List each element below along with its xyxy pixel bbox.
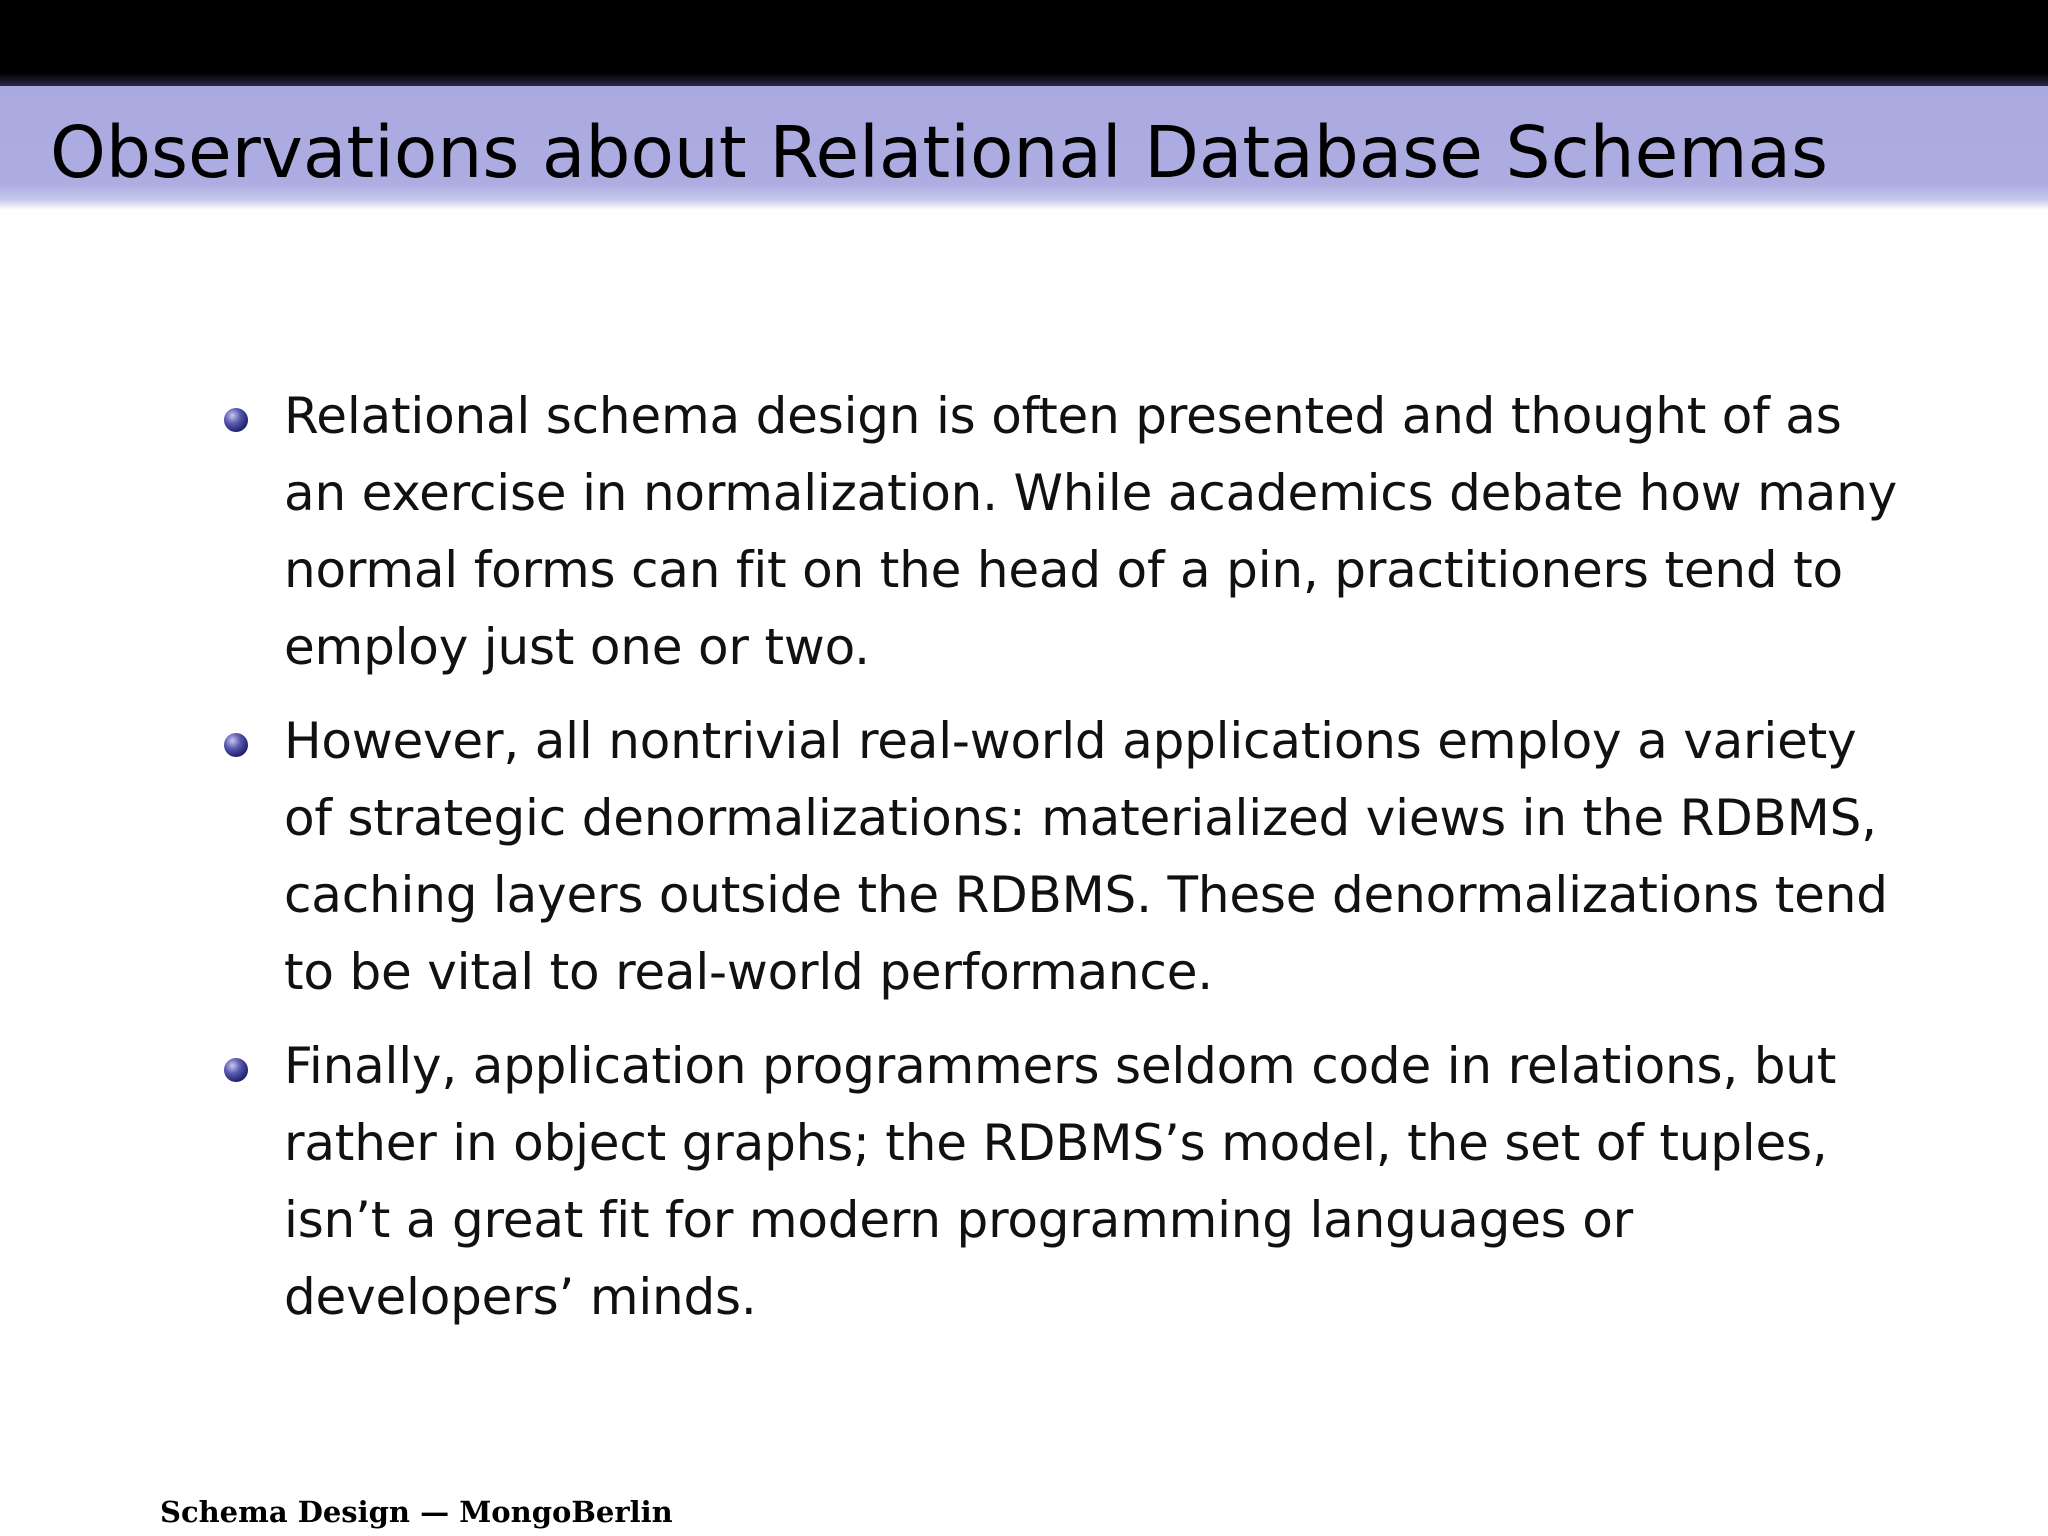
bullet-text: Finally, application programmers seldom code in relations, but rather in object graphs; the RDBMS’s model, the set of tuples, isn’t a great fit for modern programming languages or developers’ minds. (284, 1037, 1837, 1326)
header-black-band (0, 0, 2048, 86)
bullet-item (220, 703, 1900, 1011)
bullet-ball-icon (224, 408, 248, 432)
slide-title: Observations about Relational Database Schemas (50, 111, 1828, 194)
bullet-text: Relational schema design is often presented and thought of as an exercise in normalization. While academics debate how many normal forms can fit on the head of a pin, practitioners tend to employ just one or two. (284, 387, 1897, 676)
bullet-item (220, 1028, 1900, 1336)
bullet-item (220, 378, 1900, 686)
bullet-text: However, all nontrivial real-world applications employ a variety of strategic denormalizations: materialized views in the RDBMS, caching layers outside the RDBMS. These denormalizations tend to be vital to real-world performance. (284, 712, 1888, 1001)
bullet-ball-icon (224, 733, 248, 757)
bullet-ball-icon (224, 1058, 248, 1082)
slide-footer: Schema Design — MongoBerlin (160, 1495, 673, 1529)
bullet-list (220, 378, 1900, 1353)
